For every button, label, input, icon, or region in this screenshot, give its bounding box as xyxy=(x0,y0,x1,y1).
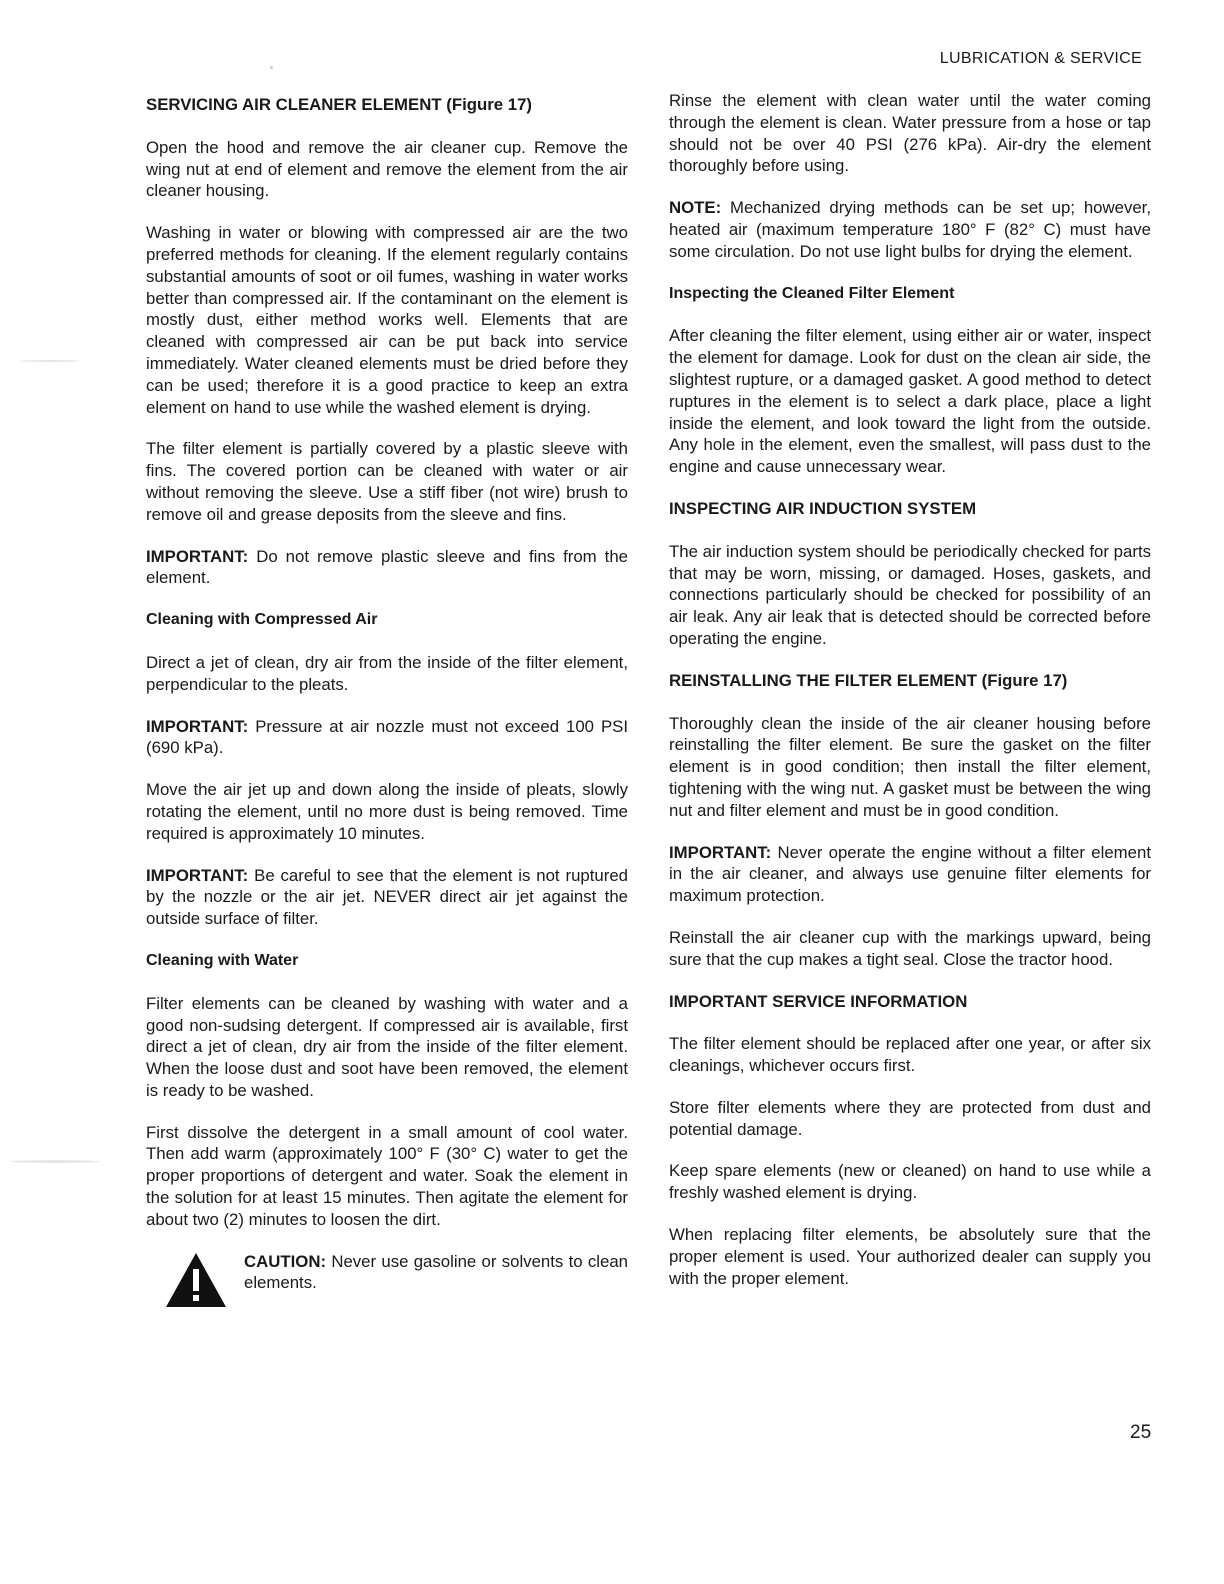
caution-text: Never use gasoline or solvents to clean elements. xyxy=(244,1251,628,1293)
paragraph: Rinse the element with clean water until the water coming through the element is clean. Water pressure from a hose or tap should not be over 40 PSI (276 kPa). Air-dry the element thoroughly before using. xyxy=(669,91,1151,176)
right-column xyxy=(669,90,1151,1309)
important-note xyxy=(669,842,1151,907)
paragraph: Thoroughly clean the inside of the air cleaner housing before reinstalling the filter element. Be sure the gasket on the filter element is in good condition; then install the filter element, tightening with the wing nut. A gasket must be between the wing nut and filter element and must be in good condition. xyxy=(669,713,1151,820)
important-text: Be careful to see that the element is not ruptured by the nozzle or the air jet. NEVER direct air jet against the outside surface of filter. xyxy=(146,865,628,929)
note-label: NOTE: xyxy=(669,198,722,218)
page-number: 25 xyxy=(1130,1422,1152,1443)
important-label: IMPORTANT: xyxy=(669,842,772,862)
important-text: Pressure at air nozzle must not exceed 100 PSI (690 kPa). xyxy=(146,716,628,758)
left-column xyxy=(146,90,628,1309)
caution-text-block xyxy=(244,1251,628,1295)
paragraph: Open the hood and remove the air cleaner cup. Remove the wing nut at end of element and remove the element from the air cleaner housing. xyxy=(146,137,628,201)
paragraph: First dissolve the detergent in a small amount of cool water. Then add warm (approximately 100° F (30° C) water to get the proper proportions of detergent and water. Soak the element in the solution for at least 15 minutes. Then agitate the element for about two (2) minutes to loosen the dirt. xyxy=(146,1122,628,1229)
section-heading-servicing: SERVICING AIR CLEANER ELEMENT (Figure 17) xyxy=(146,95,533,114)
important-note xyxy=(146,716,628,760)
subheading-inspecting-element: Inspecting the Cleaned Filter Element xyxy=(669,284,955,302)
paragraph: Washing in water or blowing with compressed air are the two preferred methods for cleaning. If the element regularly contains substantial amounts of soot or oil fumes, washing in water works better than compressed air. If the contaminant on the element is mostly dust, either method works well. Elements that are cleaned with compressed air can be put back into service immediately. Water cleaned elements must be dried before they can be used; therefore it is a good practice to keep an extra element on hand to use while the washed element is drying. xyxy=(146,223,628,417)
important-label: IMPORTANT: xyxy=(146,546,249,566)
section-heading-reinstalling: REINSTALLING THE FILTER ELEMENT (Figure 17) xyxy=(669,670,1068,690)
paragraph: The air induction system should be periodically checked for parts that may be worn, missing, or damaged. Hoses, gaskets, and connections particularly should be checked for possibility of an air leak. Any air leak that is detected should be corrected before operating the engine. xyxy=(669,541,1151,648)
scan-speck xyxy=(10,1160,100,1163)
paragraph: After cleaning the filter element, using either air or water, inspect the element for damage. Look for dust on the clean air side, the slightest rupture, or a damaged gasket. A good method to detect ruptures in the element is to select a dark place, place a light inside the element, and look toward the light from the outside. Any hole in the element, even the smallest, will pass dust to the engine and cause unnecessary wear. xyxy=(669,326,1151,477)
warning-triangle-icon xyxy=(160,1251,232,1309)
section-heading-service-info: IMPORTANT SERVICE INFORMATION xyxy=(669,991,968,1011)
paragraph: Move the air jet up and down along the inside of pleats, slowly rotating the element, until no more dust is being removed. Time required is approximately 10 minutes. xyxy=(146,780,628,843)
running-header: LUBRICATION & SERVICE xyxy=(939,50,1142,67)
paragraph: Reinstall the air cleaner cup with the markings upward, being sure that the cup makes a tight seal. Close the tractor hood. xyxy=(669,927,1151,969)
paragraph: The filter element should be replaced after one year, or after six cleanings, whichever occurs first. xyxy=(669,1034,1151,1076)
caution-label: CAUTION: xyxy=(244,1251,327,1271)
scan-speck xyxy=(20,360,80,362)
caution-block xyxy=(146,1251,628,1309)
paragraph: Keep spare elements (new or cleaned) on hand to use while a freshly washed element is drying. xyxy=(669,1161,1151,1203)
important-text: Do not remove plastic sleeve and fins from the element. xyxy=(146,546,628,588)
important-note xyxy=(146,546,628,590)
paragraph: When replacing filter elements, be absolutely sure that the proper element is used. Your authorized dealer can supply you with the proper element. xyxy=(669,1225,1151,1288)
paragraph: Direct a jet of clean, dry air from the inside of the filter element, perpendicular to the pleats. xyxy=(146,652,628,694)
important-text: Never operate the engine without a filter element in the air cleaner, and always use genuine filter elements for maximum protection. xyxy=(669,842,1151,906)
scan-speck xyxy=(270,66,273,69)
paragraph: The filter element is partially covered by a plastic sleeve with fins. The covered portion can be cleaned with water or air without removing the sleeve. Use a stiff fiber (not wire) brush to remove oil and grease deposits from the sleeve and fins. xyxy=(146,439,628,524)
section-heading-induction: INSPECTING AIR INDUCTION SYSTEM xyxy=(669,498,977,518)
subheading-water: Cleaning with Water xyxy=(146,951,299,969)
important-label: IMPORTANT: xyxy=(146,716,249,736)
note-text: Mechanized drying methods can be set up; however, heated air (maximum temperature 180° F (82° C) must have some circulation. Do not use light bulbs for drying the element. xyxy=(669,198,1151,261)
subheading-compressed-air: Cleaning with Compressed Air xyxy=(146,611,378,629)
important-label: IMPORTANT: xyxy=(146,865,249,885)
note xyxy=(669,197,1151,262)
important-note xyxy=(146,865,628,930)
paragraph: Filter elements can be cleaned by washing with water and a good non-sudsing detergent. If compressed air is available, first direct a jet of clean, dry air from the inside of the filter element. When the loose dust and soot have been removed, the element is ready to be washed. xyxy=(146,993,628,1100)
paragraph: Store filter elements where they are protected from dust and potential damage. xyxy=(669,1097,1151,1139)
